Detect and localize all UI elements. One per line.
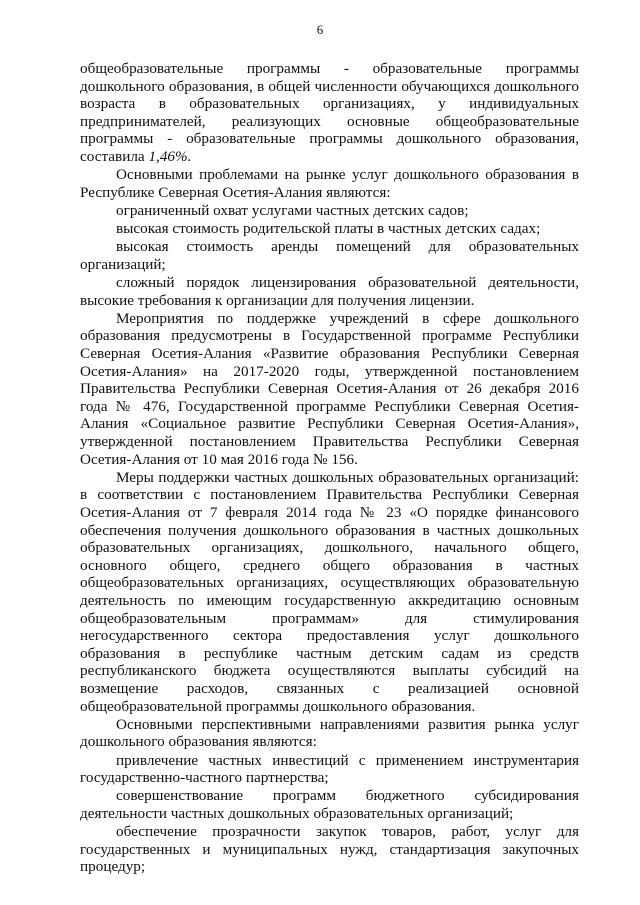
list-item-problem: ограниченный охват услугами частных детских садов; [116, 201, 469, 219]
paragraph-problems-intro: Основными проблемами на рынке услуг дошкольного образования в Республике Северная Осетия-Алания являются: [80, 166, 579, 201]
paragraph-directions-intro: Основными перспективными направлениями развития рынка услуг дошкольного образования являются: [80, 715, 579, 751]
list-item-direction: обеспечение прозрачности закупок товаров, работ, услуг для государственных и муниципальных нужд, стандартизация закупочных процедур; [80, 823, 579, 876]
list-item-problem: сложный порядок лицензирования образовательной деятельности, высокие требования к организации для получения лицензии. [80, 274, 579, 309]
page-number: 6 [316, 22, 324, 37]
paragraph-text: общеобразовательные программы - образовательные программы дошкольного образования, в общей численности обучающихся дошкольного возраста в образовательных организациях, у индивидуальных предпринимателей, реализующих основные общеобразовательные программы - образовательные программы дошкольного образования, составила [80, 60, 579, 165]
list-item-direction: привлечение частных инвестиций с применением инструментария государственно-частного партнерства; [80, 751, 579, 787]
list-item-problem: высокая стоимость аренды помещений для образовательных организаций; [80, 238, 579, 273]
list-item-direction: совершенствование программ бюджетного субсидирования деятельности частных дошкольных образовательных организаций; [80, 787, 579, 822]
paragraph-share-statistic [80, 60, 579, 166]
list-item-problem: высокая стоимость родительской платы в частных детских садах; [116, 220, 541, 238]
paragraph-support-measures: Мероприятия по поддержке учреждений в сфере дошкольного образования предусмотрены в Государственной программе Республики Северная Осетия-Алания «Развитие образования Республики Северная Осетия-Алания» на 2017-2020 годы, утвержденной постановлением Правительства Республики Северная Осетия-Алания от 26 декабря 2016 года № 476, Государственной программе Республики Северная Осетия-Алания «Социальное развитие Республики Северная Осетия-Алания», утвержденной постановлением Правительства Республики Северная Осетия-Алания от 10 мая 2016 года № 156. [80, 309, 579, 468]
percentage-value: 1,46%. [148, 147, 192, 165]
document-body [80, 60, 579, 876]
paragraph-private-support: Меры поддержки частных дошкольных образовательных организаций: в соответствии с постановлением Правительства Республики Северная Осетия-Алания от 7 февраля 2014 года № 23 «О порядке финансового обеспечения получения дошкольного образования в частных дошкольных образовательных организациях, дошкольного, начального общего, основного общего, среднего общего образования в частных общеобразовательных организациях, осуществляющих образовательную деятельность по имеющим государственную аккредитацию основным общеобразовательным программам» для стимулирования негосударственного сектора предоставления услуг дошкольного образования в республике частным детским садам из средств республиканского бюджета осуществляются выплаты субсидий на возмещение расходов, связанных с реализацией основной общеобразовательной программы дошкольного образования. [80, 468, 579, 715]
